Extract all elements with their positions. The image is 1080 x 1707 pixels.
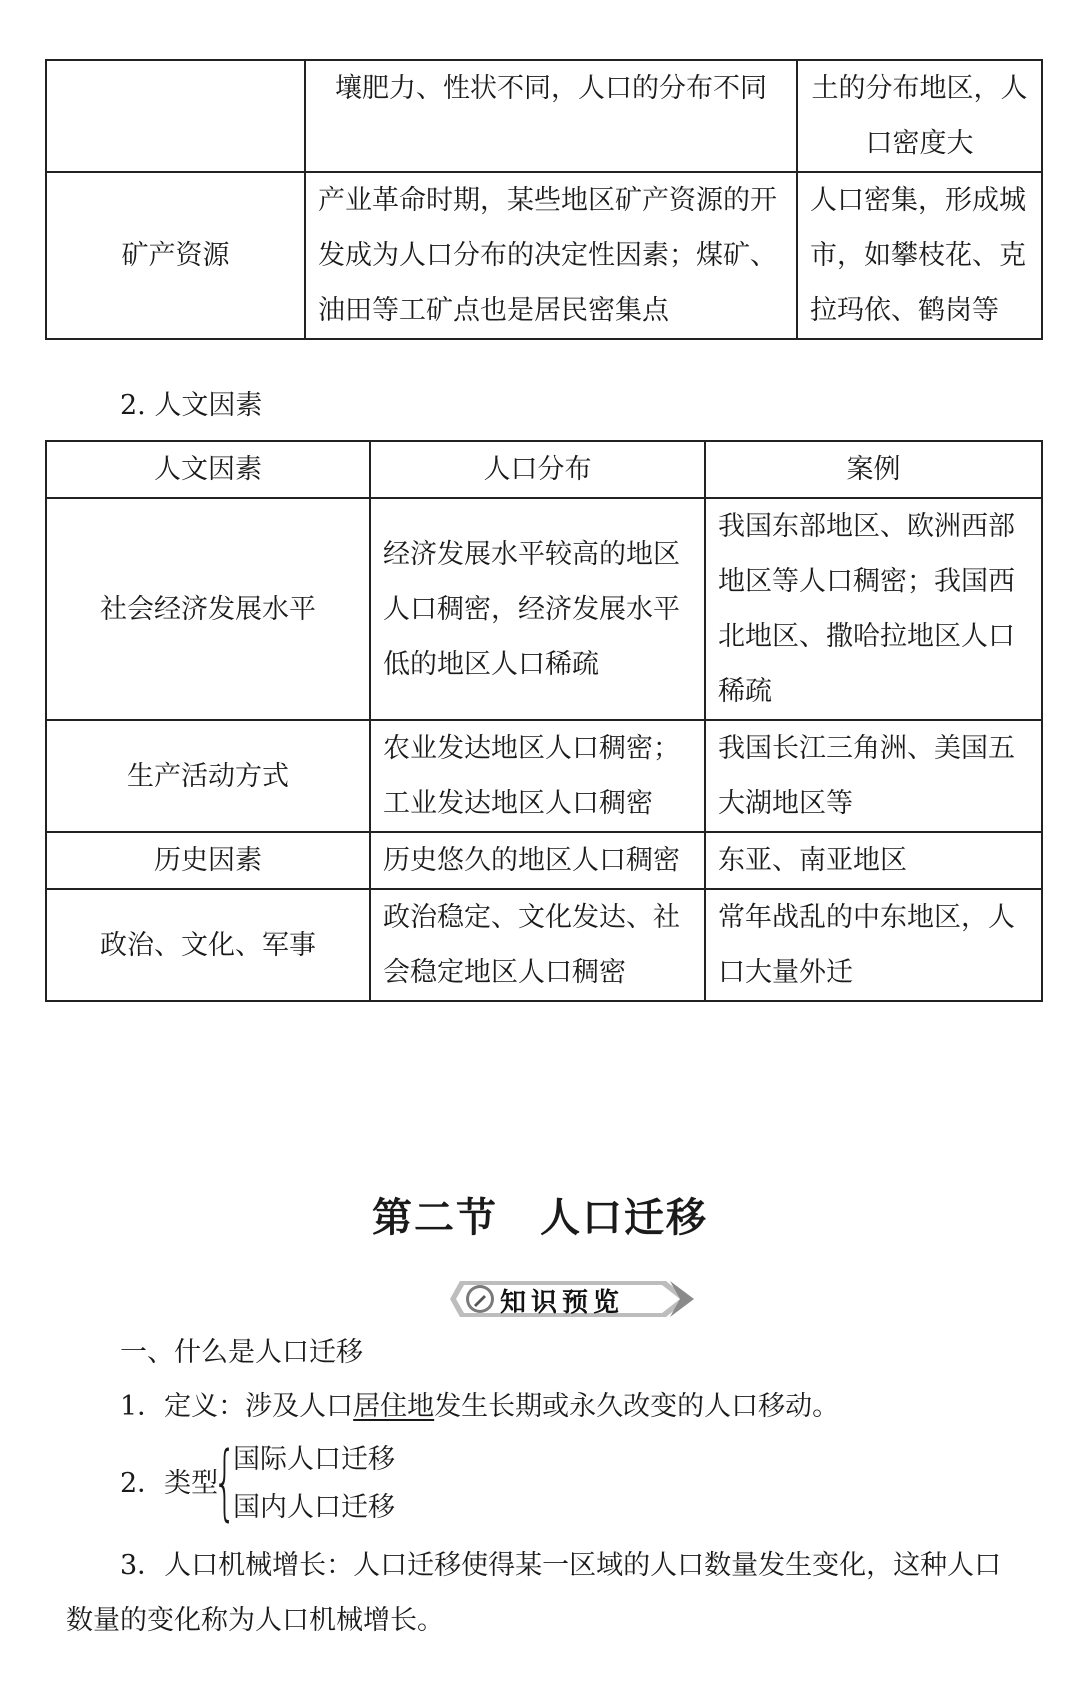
case-line: 东亚、南亚地区	[718, 845, 907, 876]
pencil-icon	[464, 1283, 496, 1315]
heading-what-is-migration: 一、什么是人口迁移	[120, 1337, 363, 1368]
table-cell-case	[705, 889, 1042, 1001]
definition-prefix: 1．定义：涉及人口	[120, 1391, 354, 1422]
dist-line: 农业发达地区人口稠密；	[383, 733, 680, 764]
residence-term: 居住地	[353, 1391, 435, 1422]
case-line: 土的分布地区，人	[811, 73, 1028, 104]
case-line: 我国长江三角洲、美国五	[718, 733, 1015, 764]
table-cell-case	[797, 60, 1042, 172]
mechanical-growth-line-2: 数量的变化称为人口机械增长。	[66, 1605, 444, 1636]
table-row	[46, 832, 1042, 889]
table-cell-factor: 矿产资源	[46, 172, 305, 339]
table-cell-factor: 政治、文化、军事	[46, 889, 370, 1001]
table-cell-distribution	[370, 498, 705, 720]
natural-factors-table	[45, 59, 1043, 340]
chapter-title	[0, 1186, 1080, 1243]
table-cell-case	[705, 832, 1042, 889]
table-cell-factor: 生产活动方式	[46, 720, 370, 832]
table-cell-distribution	[370, 889, 705, 1001]
chapter-number: 第二节	[372, 1194, 498, 1241]
type-domestic: 国内人口迁移	[233, 1492, 395, 1523]
case-line: 口大量外迁	[718, 957, 853, 988]
type-international: 国际人口迁移	[233, 1444, 395, 1475]
definition-line	[120, 1387, 839, 1427]
knowledge-preview-badge	[448, 1276, 698, 1322]
table-row	[46, 60, 1042, 172]
text-line: 发成为人口分布的决定性因素；煤矿、	[318, 240, 777, 271]
table-row	[46, 498, 1042, 720]
table-cell-factor: 社会经济发展水平	[46, 498, 370, 720]
table-cell-distribution	[370, 832, 705, 889]
table-row	[46, 720, 1042, 832]
case-line: 稀疏	[718, 676, 772, 707]
table-cell-distribution	[370, 720, 705, 832]
case-line: 拉玛依、鹤岗等	[810, 295, 999, 326]
column-header: 人文因素	[46, 441, 370, 498]
dist-line: 工业发达地区人口稠密	[383, 788, 653, 819]
mechanical-growth-line-1: 3．人口机械增长：人口迁移使得某一区域的人口数量发生变化，这种人口	[120, 1550, 1002, 1581]
table-cell-case	[797, 172, 1042, 339]
dist-line: 低的地区人口稀疏	[383, 648, 599, 680]
section-label: 2. 人文因素	[120, 390, 263, 421]
case-line: 口密度大	[865, 128, 974, 159]
case-line: 大湖地区等	[718, 788, 853, 819]
dist-line: 会稳定地区人口稠密	[383, 957, 626, 988]
table-cell-text	[305, 172, 797, 339]
human-factors-table	[45, 440, 1043, 1002]
case-line: 地区等人口稠密；我国西	[718, 566, 1015, 597]
text-line: 产业革命时期，某些地区矿产资源的开	[318, 185, 777, 216]
badge-label: 知识预览	[500, 1288, 625, 1318]
dist-line: 政治稳定、文化发达、社	[383, 902, 680, 933]
table-cell-case	[705, 498, 1042, 720]
dist-line: 经济发展水平较高的地区	[383, 538, 680, 570]
case-line: 北地区、撒哈拉地区人口	[718, 621, 1015, 652]
brace-icon: {	[213, 1435, 237, 1530]
case-line: 人口密集，形成城	[810, 185, 1026, 216]
chapter-name: 人口迁移	[540, 1194, 708, 1241]
table-row	[46, 889, 1042, 1001]
dist-line: 历史悠久的地区人口稠密	[383, 845, 680, 876]
text-line: 油田等工矿点也是居民密集点	[318, 295, 669, 326]
definition-suffix: 发生长期或永久改变的人口移动。	[434, 1391, 840, 1422]
column-header: 人口分布	[370, 441, 705, 498]
case-line: 常年战乱的中东地区，人	[718, 902, 1015, 933]
column-header: 案例	[705, 441, 1042, 498]
case-line: 我国东部地区、欧洲西部	[718, 511, 1015, 542]
type-label: 2．类型	[120, 1468, 219, 1499]
table-cell-case	[705, 720, 1042, 832]
table-cell-text: 壤肥力、性状不同，人口的分布不同	[305, 60, 797, 172]
table-cell-factor	[46, 60, 305, 172]
table-row	[46, 172, 1042, 339]
table-cell-factor: 历史因素	[46, 832, 370, 889]
table-header-row	[46, 441, 1042, 498]
case-line: 市，如攀枝花、克	[810, 240, 1026, 271]
dist-line: 人口稠密，经济发展水平	[383, 593, 680, 625]
